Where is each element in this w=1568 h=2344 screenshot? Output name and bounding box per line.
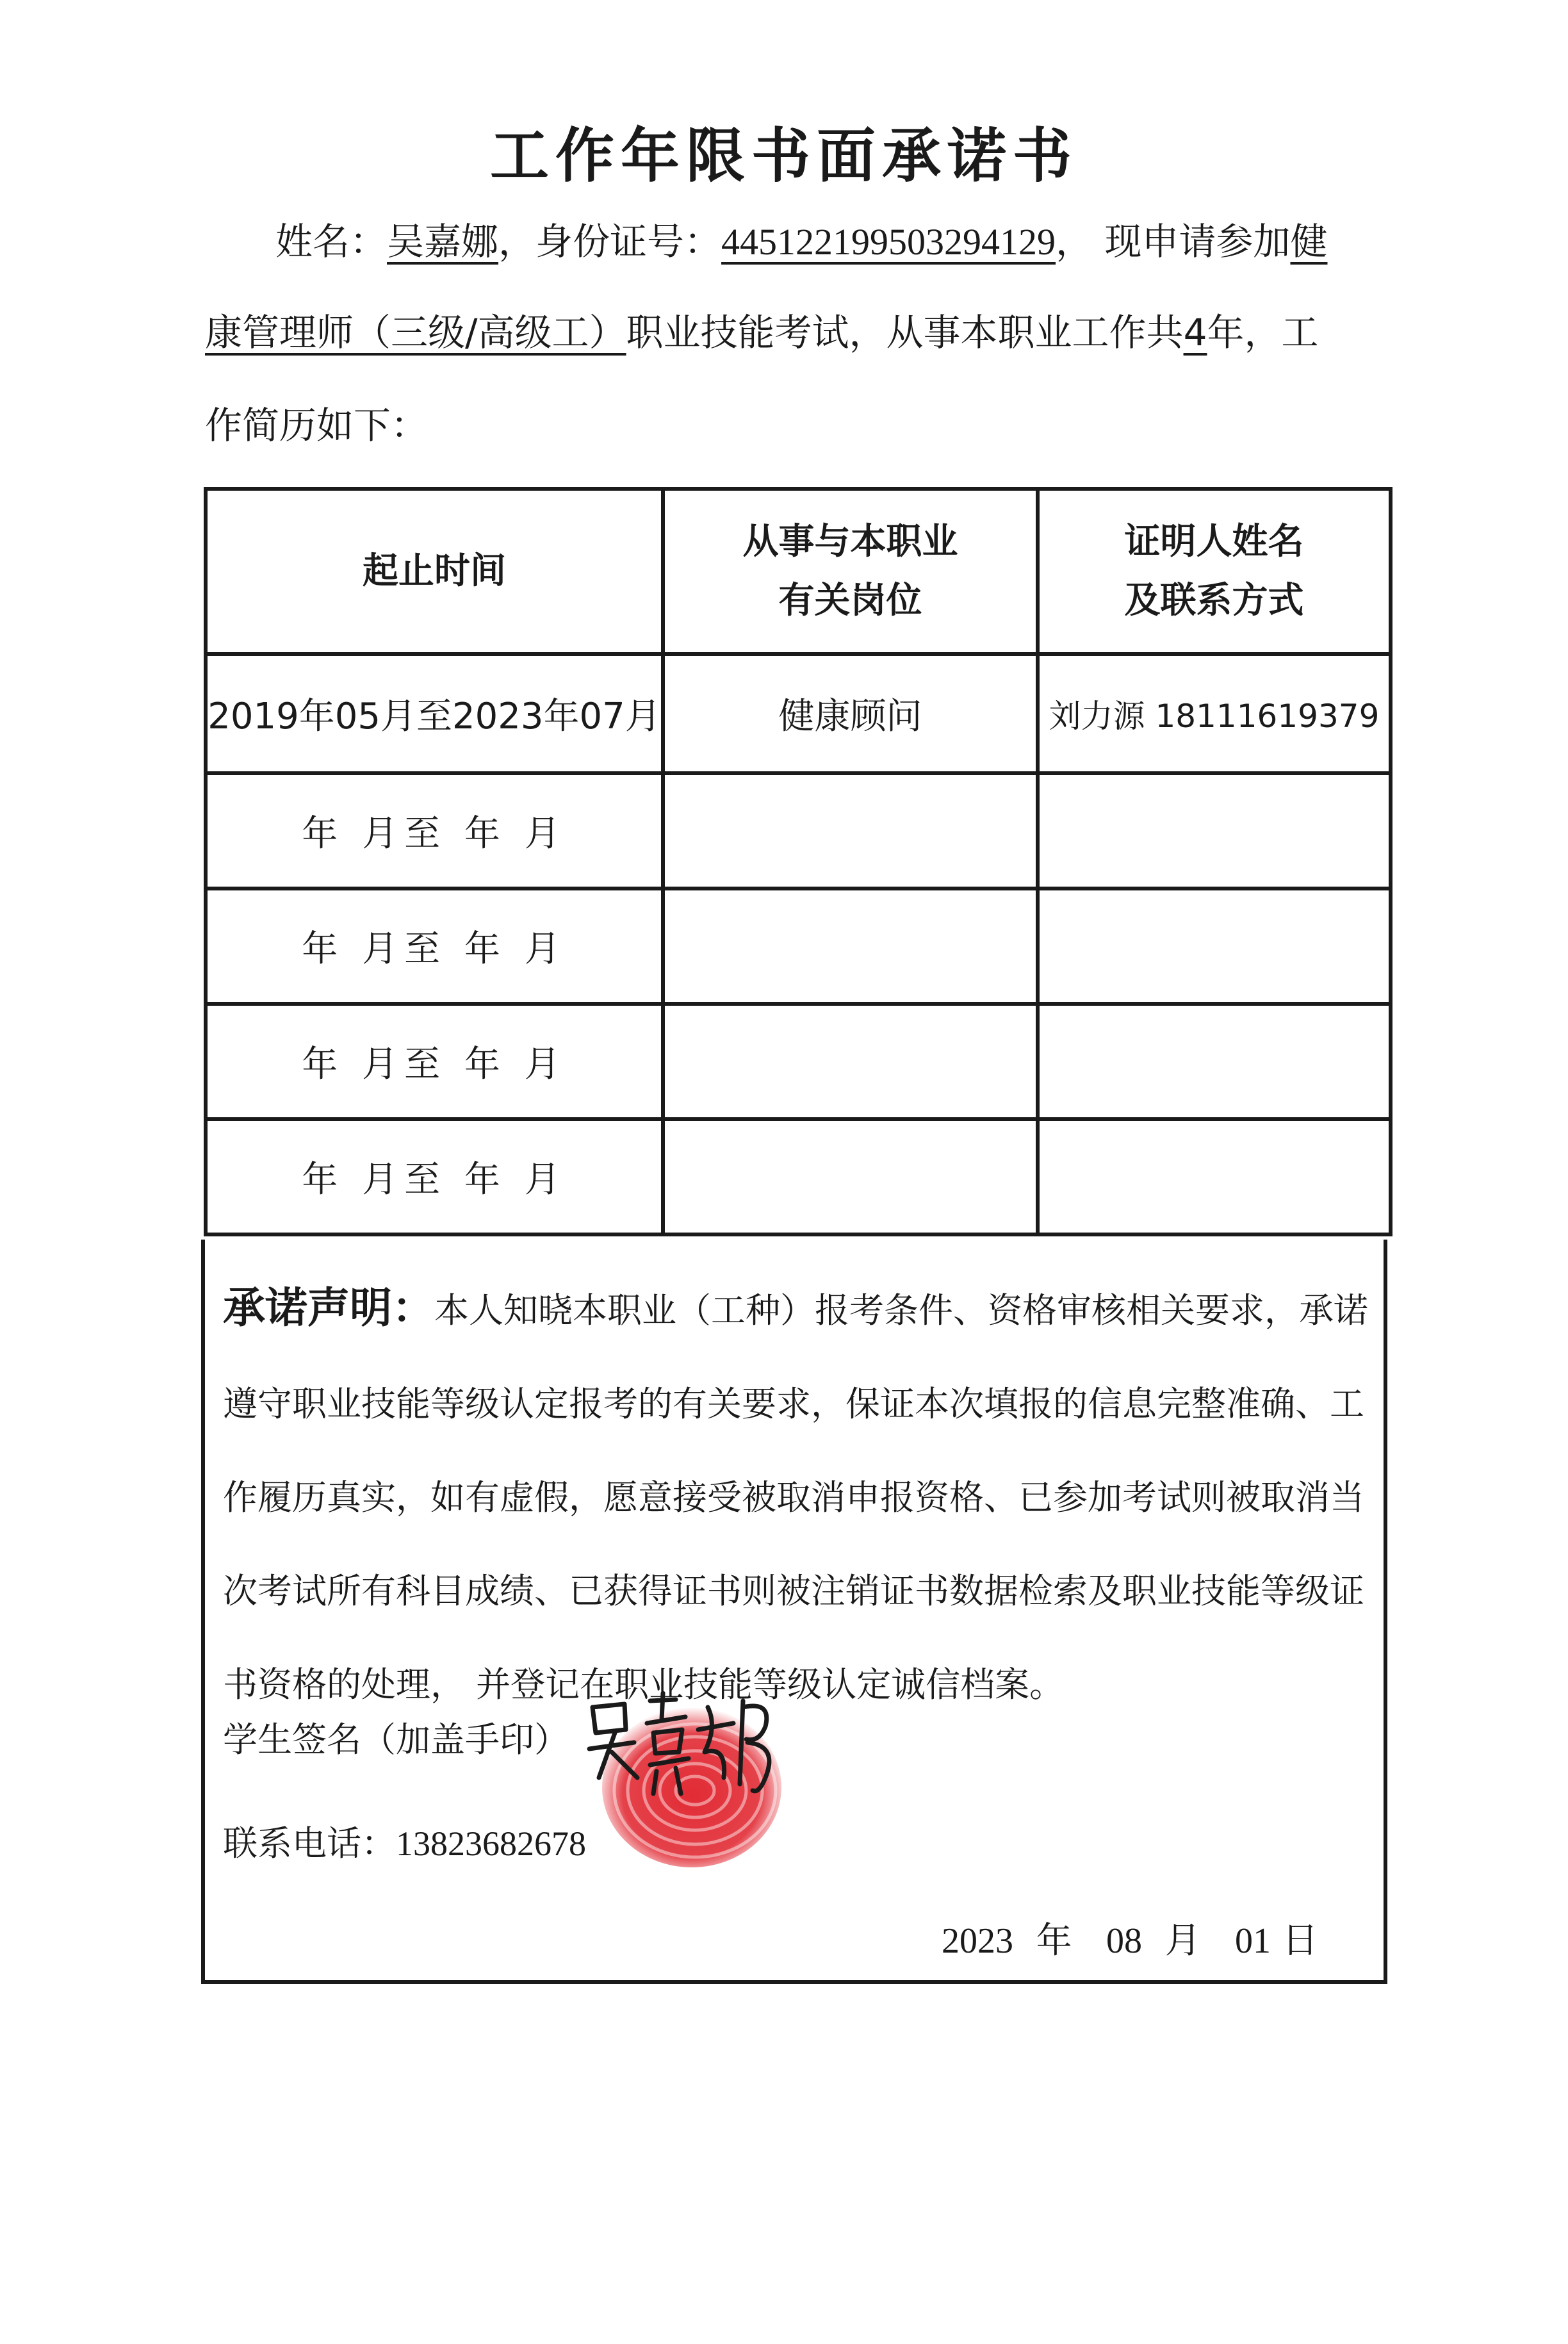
date-year-unit: 年: [1036, 1920, 1072, 1962]
date-month: 08: [1106, 1921, 1143, 1961]
cell-witness: [1038, 1004, 1391, 1119]
exam-text: 职业技能考试，从事本职业工作共: [626, 311, 1184, 354]
cell-period: 2019年05月至2023年07月: [206, 654, 663, 773]
header-period: 起止时间: [206, 489, 663, 654]
work-history-table: [204, 487, 1392, 1236]
table-row: [206, 1004, 1391, 1119]
document-title: 工作年限书面承诺书: [489, 122, 1078, 190]
id-label: ，身份证号：: [498, 220, 722, 263]
phone-number: 13823682678: [396, 1824, 586, 1863]
occupation-part-1: 健: [1290, 220, 1328, 263]
intro-line-2: [205, 311, 1319, 354]
id-number: 445122199503294129: [721, 221, 1056, 263]
phone-line: [223, 1816, 586, 1865]
signing-date: [942, 1912, 1318, 1963]
declaration-colon: ：: [392, 1283, 434, 1332]
cell-position: 健康顾问: [663, 654, 1038, 773]
declaration-heading: 承诺声明: [223, 1283, 392, 1332]
occupation-part-2: 康管理师（三级/高级工）: [205, 311, 626, 354]
cell-position: [663, 1004, 1038, 1119]
table-row: [206, 773, 1391, 889]
intro-line-1: [275, 220, 1328, 263]
declaration-box: [201, 1240, 1387, 1984]
cell-period: 年 月至 年 月: [206, 773, 663, 889]
cell-witness: [1038, 889, 1391, 1004]
cell-position: [663, 889, 1038, 1004]
apply-text: ， 现申请参加: [1056, 220, 1291, 263]
cell-witness: [1038, 773, 1391, 889]
signature-label: 学生签名（加盖手印）: [223, 1719, 569, 1760]
header-witness: 证明人姓名 及联系方式: [1038, 489, 1391, 654]
cell-witness: 刘力源 18111619379: [1038, 654, 1391, 773]
date-day: 01: [1235, 1921, 1271, 1961]
header-position: 从事与本职业 有关岗位: [663, 489, 1038, 654]
declaration-body: 本人知晓本职业（工种）报考条件、资格审核相关要求，承诺遵守职业技能等级认定报考的有关要求，保证本次填报的信息完整准确、工作履历真实，如有虚假，愿意接受被取消申报资格、已参加考试则被取消当次考试所有科目成绩、已获得证书则被注销证书数据检索及职业技能等级证书资格的处理， 并登记在职业技能等级认定诚信档案。: [223, 1290, 1368, 1705]
applicant-name: 吴嘉娜: [387, 220, 499, 263]
intro-line-3: 作简历如下：: [205, 404, 429, 447]
cell-position: [663, 773, 1038, 889]
date-day-unit: 日: [1282, 1920, 1318, 1962]
date-year: 2023: [942, 1921, 1013, 1961]
cell-period: 年 月至 年 月: [206, 1119, 663, 1234]
cell-witness: [1038, 1119, 1391, 1234]
phone-label: 联系电话：: [223, 1823, 396, 1864]
years-tail: 年，工: [1207, 311, 1319, 354]
table-row: [206, 1119, 1391, 1234]
cell-period: 年 月至 年 月: [206, 1004, 663, 1119]
date-month-unit: 月: [1164, 1920, 1201, 1962]
table-row: [206, 889, 1391, 1004]
cell-period: 年 月至 年 月: [206, 889, 663, 1004]
cell-position: [663, 1119, 1038, 1234]
name-label: 姓名：: [275, 220, 388, 263]
declaration-text: [223, 1261, 1376, 1732]
table-header-row: [206, 489, 1391, 654]
handwritten-signature: [580, 1682, 791, 1874]
table-row: [206, 654, 1391, 773]
work-years: 4: [1183, 311, 1207, 354]
